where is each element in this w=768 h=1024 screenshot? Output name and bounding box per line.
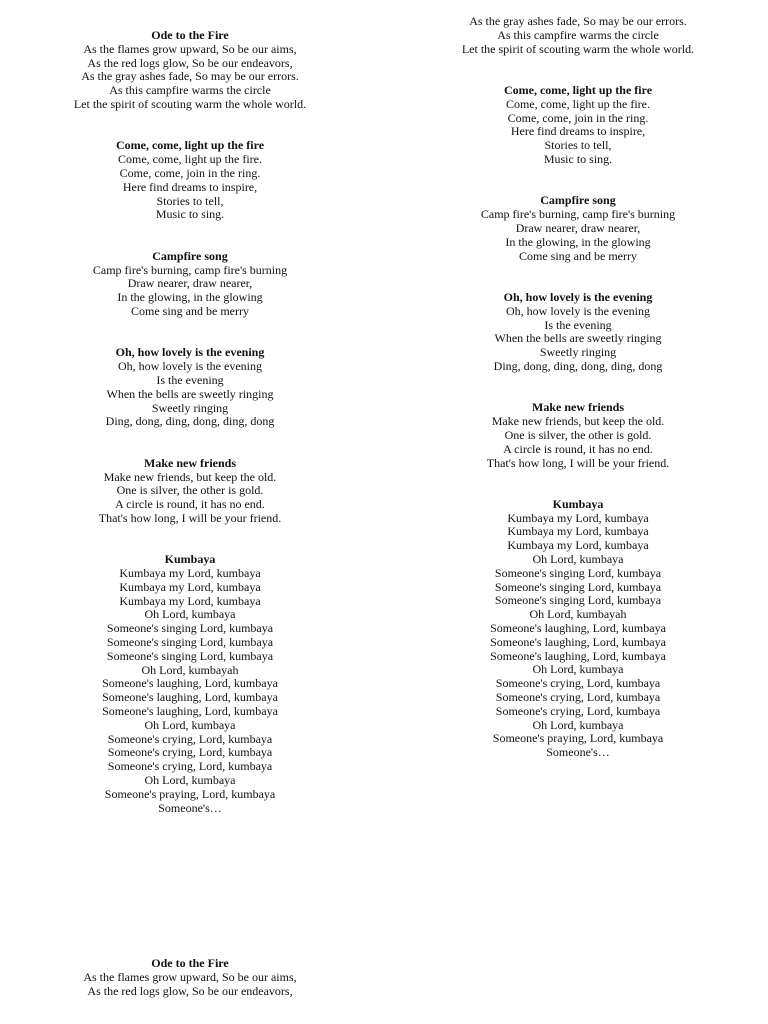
- lyric-line: That's how long, I will be your friend.: [486, 455, 670, 470]
- lyric-line: Ding, dong, ding, dong, ding, dong: [493, 358, 663, 373]
- lyric-line: Music to sing.: [155, 207, 225, 222]
- lyric-line: Someone's crying, Lord, kumbaya: [495, 690, 661, 705]
- song-title: Make new friends: [144, 455, 236, 470]
- lyric-line: Kumbaya my Lord, kumbaya: [119, 566, 261, 581]
- lyric-line: In the glowing, in the glowing: [505, 234, 651, 249]
- lyric-line: Come, come, join in the ring.: [507, 110, 649, 125]
- lyric-line: When the bells are sweetly ringing: [106, 386, 274, 401]
- lyric-line: Kumbaya my Lord, kumbaya: [119, 593, 261, 608]
- lyric-line: That's how long, I will be your friend.: [98, 510, 282, 525]
- song-block: [428, 15, 728, 56]
- lyric-line: Oh Lord, kumbaya: [144, 717, 236, 732]
- song-title: Oh, how lovely is the evening: [503, 289, 653, 304]
- lyric-line: Someone's laughing, Lord, kumbaya: [102, 676, 278, 691]
- lyric-line: Someone's laughing, Lord, kumbaya: [102, 690, 278, 705]
- song-block: [428, 84, 728, 167]
- lyric-line: Stories to tell,: [156, 193, 224, 208]
- lyric-line: Someone's praying, Lord, kumbaya: [104, 786, 276, 801]
- lyric-line: As the gray ashes fade, So may be our errors.: [81, 69, 299, 84]
- bottom-column: [40, 957, 340, 998]
- lyric-line: As this campfire warms the circle: [109, 83, 271, 98]
- song-block: [40, 139, 340, 222]
- lyric-line: Come sing and be merry: [519, 248, 637, 263]
- song-block: [40, 957, 340, 998]
- lyric-line: Sweetly ringing: [151, 400, 229, 415]
- lyric-line: Someone's laughing, Lord, kumbaya: [490, 634, 666, 649]
- lyric-line: In the glowing, in the glowing: [117, 290, 263, 305]
- song-block: [40, 29, 340, 112]
- song-block: [40, 250, 340, 319]
- lyric-line: Draw nearer, draw nearer,: [515, 220, 641, 235]
- song-title: Ode to the Fire: [151, 28, 229, 42]
- song-title: Make new friends: [532, 400, 624, 415]
- lyric-line: Someone's crying, Lord, kumbaya: [107, 745, 273, 760]
- lyric-line: Someone's…: [546, 745, 610, 760]
- lyric-line: Come, come, light up the fire.: [506, 96, 650, 111]
- song-block: [428, 401, 728, 470]
- song-title: Oh, how lovely is the evening: [115, 345, 265, 360]
- lyric-line: One is silver, the other is gold.: [116, 483, 264, 498]
- right-column: [428, 15, 728, 760]
- lyric-line: Is the evening: [544, 317, 612, 332]
- lyric-line: Someone's crying, Lord, kumbaya: [107, 731, 273, 746]
- lyric-line: Kumbaya my Lord, kumbaya: [507, 538, 649, 553]
- song-block: [40, 346, 340, 429]
- lyric-line: Someone's laughing, Lord, kumbaya: [102, 704, 278, 719]
- lyric-line: As the red logs glow, So be our endeavors,: [87, 55, 293, 70]
- lyric-line: Kumbaya my Lord, kumbaya: [119, 579, 261, 594]
- lyric-line: Here find dreams to inspire,: [510, 124, 646, 139]
- song-title: Campfire song: [152, 248, 228, 263]
- lyric-line: Oh Lord, kumbaya: [532, 717, 624, 732]
- lyric-line: Let the spirit of scouting warm the whole world.: [461, 41, 695, 56]
- lyric-line: Come sing and be merry: [131, 303, 249, 318]
- lyric-line: Sweetly ringing: [539, 345, 617, 360]
- left-column: [40, 29, 340, 815]
- lyric-line: Someone's…: [158, 800, 222, 815]
- lyric-line: Oh Lord, kumbaya: [532, 662, 624, 677]
- lyric-line: Oh, how lovely is the evening: [506, 303, 650, 318]
- song-title: Kumbaya: [164, 552, 216, 567]
- lyric-line: Someone's crying, Lord, kumbaya: [495, 676, 661, 691]
- lyric-line: Oh Lord, kumbaya: [144, 773, 236, 788]
- lyric-line: Here find dreams to inspire,: [122, 179, 258, 194]
- lyric-line: When the bells are sweetly ringing: [494, 331, 662, 346]
- lyric-line: Come, come, light up the fire.: [118, 152, 262, 167]
- lyric-line: As the flames grow upward, So be our aims,: [83, 969, 297, 984]
- lyric-line: Someone's singing Lord, kumbaya: [106, 635, 274, 650]
- song-title: Campfire song: [540, 193, 616, 208]
- lyric-line: Oh Lord, kumbaya: [532, 552, 624, 567]
- lyric-line: Kumbaya my Lord, kumbaya: [507, 524, 649, 539]
- song-block: [428, 291, 728, 374]
- song-title: Come, come, light up the fire: [115, 138, 265, 153]
- lyric-line: As this campfire warms the circle: [497, 27, 659, 42]
- song-block: [428, 498, 728, 760]
- song-title: Kumbaya: [552, 496, 604, 511]
- lyric-line: As the gray ashes fade, So may be our errors.: [469, 14, 687, 28]
- lyric-line: Someone's singing Lord, kumbaya: [494, 565, 662, 580]
- lyric-line: Ding, dong, ding, dong, ding, dong: [105, 414, 275, 429]
- lyric-line: Let the spirit of scouting warm the whole world.: [73, 96, 307, 111]
- lyric-line: A circle is round, it has no end.: [503, 441, 653, 456]
- lyric-line: Camp fire's burning, camp fire's burning: [92, 262, 288, 277]
- lyric-line: Oh, how lovely is the evening: [118, 359, 262, 374]
- song-block: [40, 553, 340, 815]
- lyric-line: Someone's laughing, Lord, kumbaya: [490, 621, 666, 636]
- lyric-line: Someone's singing Lord, kumbaya: [494, 593, 662, 608]
- lyric-line: One is silver, the other is gold.: [504, 427, 652, 442]
- lyric-line: Oh Lord, kumbaya: [144, 607, 236, 622]
- lyric-line: Draw nearer, draw nearer,: [127, 276, 253, 291]
- lyric-line: Camp fire's burning, camp fire's burning: [480, 207, 676, 222]
- lyric-line: As the red logs glow, So be our endeavors,: [87, 983, 293, 998]
- lyric-line: Someone's crying, Lord, kumbaya: [495, 703, 661, 718]
- lyric-line: Someone's singing Lord, kumbaya: [106, 648, 274, 663]
- lyric-line: As the flames grow upward, So be our aims,: [83, 41, 297, 56]
- lyric-line: Music to sing.: [543, 151, 613, 166]
- lyric-line: Someone's laughing, Lord, kumbaya: [490, 648, 666, 663]
- song-block: [428, 194, 728, 263]
- lyric-line: Come, come, join in the ring.: [119, 165, 261, 180]
- lyric-line: Oh Lord, kumbayah: [529, 607, 627, 622]
- lyric-line: Make new friends, but keep the old.: [491, 414, 665, 429]
- lyric-line: Oh Lord, kumbayah: [141, 662, 239, 677]
- lyric-line: A circle is round, it has no end.: [115, 497, 265, 512]
- song-title: Come, come, light up the fire: [503, 82, 653, 97]
- lyric-line: Someone's praying, Lord, kumbaya: [492, 731, 664, 746]
- lyric-line: Someone's singing Lord, kumbaya: [106, 621, 274, 636]
- lyric-line: Someone's crying, Lord, kumbaya: [107, 759, 273, 774]
- lyric-line: Someone's singing Lord, kumbaya: [494, 579, 662, 594]
- song-block: [40, 457, 340, 526]
- lyric-line: Is the evening: [156, 372, 224, 387]
- lyric-line: Stories to tell,: [544, 138, 612, 153]
- lyric-line: Make new friends, but keep the old.: [103, 469, 277, 484]
- lyric-line: Kumbaya my Lord, kumbaya: [507, 510, 649, 525]
- song-title: Ode to the Fire: [151, 956, 229, 970]
